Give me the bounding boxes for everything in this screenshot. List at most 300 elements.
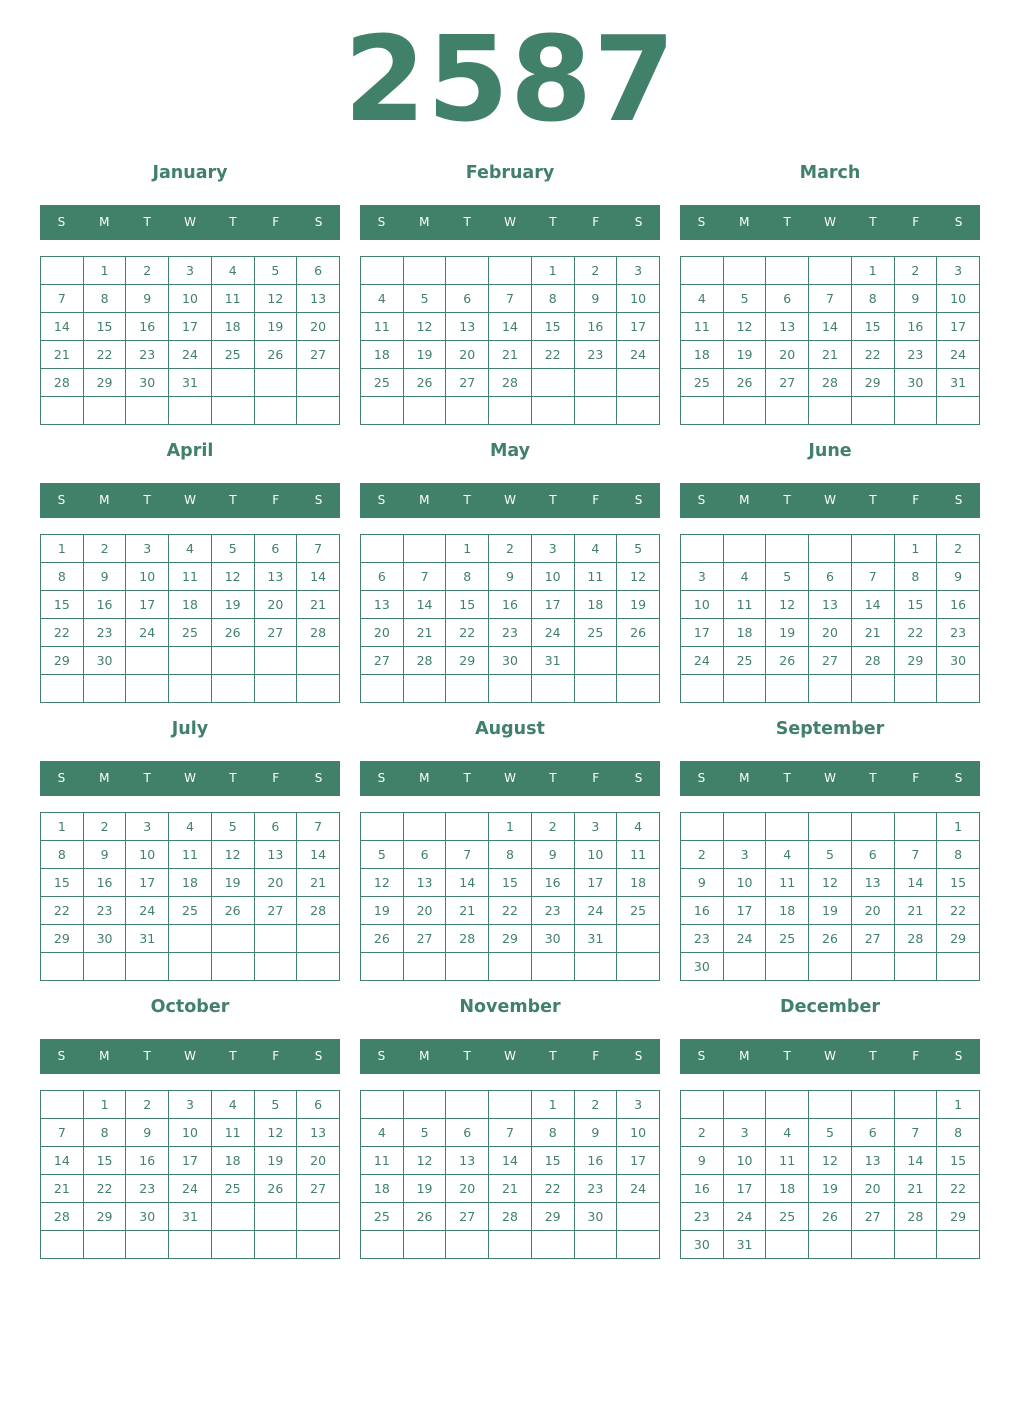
weekday-label: M <box>739 1049 750 1063</box>
day-cell: 3 <box>617 257 660 285</box>
day-cell <box>617 675 660 703</box>
day-cell: 15 <box>489 869 532 897</box>
day-cell: 26 <box>361 925 404 953</box>
day-cell: 3 <box>531 535 574 563</box>
day-cell: 26 <box>723 369 766 397</box>
weekday-label: S <box>697 771 706 785</box>
day-cell: 4 <box>766 1119 809 1147</box>
day-cell: 27 <box>297 341 340 369</box>
day-cell: 6 <box>297 1091 340 1119</box>
day-cell <box>126 953 169 981</box>
weekday-label: T <box>549 493 557 507</box>
day-cell: 5 <box>809 1119 852 1147</box>
day-cell: 21 <box>809 341 852 369</box>
week-row <box>361 1175 660 1203</box>
day-cell: 22 <box>83 1175 126 1203</box>
day-cell: 20 <box>446 1175 489 1203</box>
weekday-label: T <box>229 493 237 507</box>
day-cell: 11 <box>617 841 660 869</box>
day-cell: 17 <box>126 869 169 897</box>
day-cell <box>574 953 617 981</box>
day-cell: 8 <box>531 285 574 313</box>
day-cell <box>617 1231 660 1259</box>
day-cell: 9 <box>126 1119 169 1147</box>
week-row <box>681 925 980 953</box>
weekday-label: S <box>377 1049 386 1063</box>
day-cell: 12 <box>723 313 766 341</box>
day-cell <box>617 369 660 397</box>
day-cell: 2 <box>489 535 532 563</box>
day-grid <box>680 1090 980 1259</box>
day-cell: 18 <box>574 591 617 619</box>
day-cell: 5 <box>211 813 254 841</box>
day-cell: 11 <box>766 869 809 897</box>
day-cell: 7 <box>894 1119 937 1147</box>
day-cell <box>681 397 724 425</box>
day-cell <box>894 675 937 703</box>
day-cell: 29 <box>531 1203 574 1231</box>
day-cell: 9 <box>681 869 724 897</box>
day-cell: 28 <box>41 369 84 397</box>
day-cell: 28 <box>446 925 489 953</box>
day-cell: 20 <box>851 897 894 925</box>
day-cell: 25 <box>723 647 766 675</box>
week-row <box>41 257 340 285</box>
week-row <box>41 841 340 869</box>
weekday-label: S <box>697 1049 706 1063</box>
weekday-label: S <box>57 1049 66 1063</box>
day-cell: 7 <box>41 285 84 313</box>
day-grid <box>40 534 340 703</box>
day-cell: 8 <box>894 563 937 591</box>
day-cell: 1 <box>41 535 84 563</box>
day-cell: 21 <box>403 619 446 647</box>
day-cell: 4 <box>361 285 404 313</box>
day-cell: 27 <box>851 1203 894 1231</box>
day-cell: 19 <box>809 897 852 925</box>
day-cell <box>446 397 489 425</box>
day-cell: 2 <box>937 535 980 563</box>
weekday-label: M <box>739 215 750 229</box>
day-cell: 29 <box>41 925 84 953</box>
day-cell: 1 <box>531 1091 574 1119</box>
day-cell <box>254 925 297 953</box>
day-cell: 26 <box>211 619 254 647</box>
day-cell <box>361 675 404 703</box>
day-cell: 4 <box>617 813 660 841</box>
day-cell: 21 <box>894 1175 937 1203</box>
day-cell: 23 <box>126 1175 169 1203</box>
day-cell <box>894 1231 937 1259</box>
day-grid <box>680 812 980 981</box>
day-cell <box>937 397 980 425</box>
day-cell: 5 <box>617 535 660 563</box>
day-cell: 19 <box>254 1147 297 1175</box>
day-cell: 17 <box>723 1175 766 1203</box>
week-row <box>361 813 660 841</box>
weekday-label: S <box>377 215 386 229</box>
weekday-label: T <box>143 215 151 229</box>
day-cell: 11 <box>211 1119 254 1147</box>
day-cell: 22 <box>83 341 126 369</box>
day-cell <box>361 397 404 425</box>
day-cell: 19 <box>403 1175 446 1203</box>
day-cell <box>489 953 532 981</box>
day-cell: 8 <box>41 841 84 869</box>
day-cell <box>41 1091 84 1119</box>
month-title: April <box>166 441 214 461</box>
week-row <box>681 285 980 313</box>
day-cell: 13 <box>254 841 297 869</box>
day-cell: 18 <box>361 341 404 369</box>
day-cell <box>403 1091 446 1119</box>
day-cell: 20 <box>766 341 809 369</box>
day-cell <box>723 675 766 703</box>
day-cell: 3 <box>723 1119 766 1147</box>
day-cell: 28 <box>489 1203 532 1231</box>
week-row <box>361 869 660 897</box>
day-cell: 23 <box>126 341 169 369</box>
day-cell <box>361 257 404 285</box>
day-cell <box>403 953 446 981</box>
day-cell: 9 <box>937 563 980 591</box>
day-cell <box>254 1203 297 1231</box>
day-cell: 5 <box>361 841 404 869</box>
weekday-label: S <box>314 1049 323 1063</box>
day-cell: 11 <box>723 591 766 619</box>
week-row <box>361 1091 660 1119</box>
day-cell: 26 <box>617 619 660 647</box>
day-cell: 12 <box>617 563 660 591</box>
day-cell: 30 <box>531 925 574 953</box>
day-cell: 10 <box>126 563 169 591</box>
week-row <box>361 953 660 981</box>
day-cell: 15 <box>894 591 937 619</box>
day-cell: 30 <box>83 925 126 953</box>
weekday-label: T <box>783 1049 791 1063</box>
day-cell: 8 <box>83 285 126 313</box>
day-cell <box>83 953 126 981</box>
weekday-label: T <box>869 771 877 785</box>
month-title: July <box>171 719 209 739</box>
day-grid <box>680 534 980 703</box>
day-cell: 18 <box>211 1147 254 1175</box>
day-cell: 6 <box>766 285 809 313</box>
day-cell: 15 <box>41 591 84 619</box>
day-cell: 21 <box>851 619 894 647</box>
day-cell: 5 <box>403 1119 446 1147</box>
day-cell: 30 <box>574 1203 617 1231</box>
day-cell <box>894 953 937 981</box>
day-cell: 29 <box>41 647 84 675</box>
week-row <box>361 841 660 869</box>
day-cell: 25 <box>211 341 254 369</box>
day-cell: 4 <box>681 285 724 313</box>
day-cell: 23 <box>83 619 126 647</box>
day-grid <box>360 812 660 981</box>
day-cell <box>297 1231 340 1259</box>
day-cell <box>83 397 126 425</box>
day-cell: 10 <box>937 285 980 313</box>
weekday-label: S <box>57 771 66 785</box>
week-row <box>41 619 340 647</box>
week-row <box>681 1175 980 1203</box>
weekday-label: W <box>184 771 196 785</box>
day-cell <box>297 647 340 675</box>
day-cell: 24 <box>126 897 169 925</box>
day-cell: 23 <box>894 341 937 369</box>
day-cell: 23 <box>531 897 574 925</box>
day-cell: 7 <box>446 841 489 869</box>
day-cell <box>851 535 894 563</box>
day-cell <box>446 675 489 703</box>
week-row <box>681 841 980 869</box>
day-grid <box>360 534 660 703</box>
day-cell: 8 <box>937 1119 980 1147</box>
day-cell: 4 <box>211 1091 254 1119</box>
day-cell: 1 <box>83 1091 126 1119</box>
week-row <box>681 369 980 397</box>
day-cell: 26 <box>809 1203 852 1231</box>
week-row <box>681 313 980 341</box>
day-cell: 9 <box>574 285 617 313</box>
year-title: 2587 <box>343 10 677 148</box>
day-cell: 11 <box>169 563 212 591</box>
day-cell: 21 <box>446 897 489 925</box>
day-cell: 14 <box>41 313 84 341</box>
day-cell <box>297 953 340 981</box>
day-cell <box>894 397 937 425</box>
day-cell: 4 <box>766 841 809 869</box>
day-cell <box>489 257 532 285</box>
weekday-label: F <box>912 215 920 229</box>
week-row <box>361 591 660 619</box>
day-cell <box>254 953 297 981</box>
month-title: June <box>808 441 852 461</box>
day-cell: 2 <box>681 841 724 869</box>
day-cell: 18 <box>361 1175 404 1203</box>
day-cell: 16 <box>531 869 574 897</box>
weekday-label: T <box>549 771 557 785</box>
day-cell: 12 <box>254 1119 297 1147</box>
day-cell <box>617 647 660 675</box>
day-cell: 4 <box>361 1119 404 1147</box>
week-row <box>361 369 660 397</box>
weekday-header <box>360 761 660 796</box>
week-row <box>41 1147 340 1175</box>
day-cell: 25 <box>617 897 660 925</box>
weekday-label: T <box>463 771 471 785</box>
week-row <box>361 647 660 675</box>
day-cell: 10 <box>723 1147 766 1175</box>
day-cell: 14 <box>41 1147 84 1175</box>
day-cell: 22 <box>894 619 937 647</box>
week-row <box>681 341 980 369</box>
day-cell <box>723 1091 766 1119</box>
day-cell: 30 <box>83 647 126 675</box>
weekday-label: M <box>419 1049 430 1063</box>
day-cell <box>531 675 574 703</box>
day-cell <box>809 953 852 981</box>
day-cell: 1 <box>937 813 980 841</box>
day-cell: 28 <box>851 647 894 675</box>
day-cell: 10 <box>617 1119 660 1147</box>
day-cell <box>169 647 212 675</box>
day-cell: 31 <box>169 1203 212 1231</box>
day-cell: 21 <box>894 897 937 925</box>
day-cell: 14 <box>851 591 894 619</box>
day-cell <box>809 813 852 841</box>
day-cell: 27 <box>446 1203 489 1231</box>
day-cell: 24 <box>937 341 980 369</box>
week-row <box>681 647 980 675</box>
day-cell: 18 <box>211 313 254 341</box>
day-cell <box>254 397 297 425</box>
weekday-label: W <box>184 215 196 229</box>
week-row <box>681 1091 980 1119</box>
day-cell <box>254 675 297 703</box>
week-row <box>41 397 340 425</box>
day-cell <box>809 1231 852 1259</box>
weekday-label: F <box>272 771 280 785</box>
day-cell: 25 <box>361 1203 404 1231</box>
day-cell: 20 <box>361 619 404 647</box>
day-cell: 10 <box>126 841 169 869</box>
day-cell <box>361 1231 404 1259</box>
day-grid <box>360 256 660 425</box>
day-cell: 9 <box>574 1119 617 1147</box>
day-cell: 6 <box>809 563 852 591</box>
weekday-label: T <box>783 771 791 785</box>
day-cell <box>169 925 212 953</box>
day-cell: 13 <box>766 313 809 341</box>
day-cell: 22 <box>531 1175 574 1203</box>
day-cell <box>211 675 254 703</box>
day-cell: 25 <box>211 1175 254 1203</box>
day-cell <box>937 1231 980 1259</box>
day-cell: 24 <box>574 897 617 925</box>
day-cell <box>766 675 809 703</box>
day-cell: 13 <box>297 285 340 313</box>
day-cell: 18 <box>766 1175 809 1203</box>
day-cell: 15 <box>531 1147 574 1175</box>
day-cell <box>851 953 894 981</box>
day-cell <box>403 535 446 563</box>
weekday-label: M <box>99 215 110 229</box>
day-cell: 28 <box>297 897 340 925</box>
day-cell: 1 <box>446 535 489 563</box>
day-cell: 17 <box>531 591 574 619</box>
day-cell: 19 <box>766 619 809 647</box>
day-cell <box>169 953 212 981</box>
day-cell: 27 <box>446 369 489 397</box>
day-cell: 2 <box>574 257 617 285</box>
week-row <box>41 1091 340 1119</box>
day-cell: 18 <box>169 869 212 897</box>
weekday-label: T <box>143 1049 151 1063</box>
day-cell <box>617 925 660 953</box>
day-cell <box>446 813 489 841</box>
weekday-label: S <box>634 1049 643 1063</box>
day-cell <box>446 1231 489 1259</box>
weekday-label: S <box>634 771 643 785</box>
day-cell: 16 <box>83 591 126 619</box>
day-cell: 28 <box>894 1203 937 1231</box>
day-cell: 23 <box>83 897 126 925</box>
day-cell: 13 <box>851 1147 894 1175</box>
day-cell: 15 <box>83 1147 126 1175</box>
weekday-label: S <box>634 215 643 229</box>
day-cell: 11 <box>361 1147 404 1175</box>
day-cell: 24 <box>126 619 169 647</box>
day-cell <box>403 397 446 425</box>
day-grid <box>360 1090 660 1259</box>
week-row <box>361 1203 660 1231</box>
day-cell: 29 <box>937 925 980 953</box>
day-cell: 16 <box>681 897 724 925</box>
day-cell <box>766 1231 809 1259</box>
day-cell: 6 <box>403 841 446 869</box>
day-cell: 28 <box>297 619 340 647</box>
week-row <box>361 619 660 647</box>
week-row <box>41 1175 340 1203</box>
day-cell <box>361 813 404 841</box>
day-cell: 12 <box>766 591 809 619</box>
day-cell <box>766 257 809 285</box>
month-title: May <box>489 441 531 461</box>
day-cell <box>361 953 404 981</box>
day-cell: 26 <box>403 1203 446 1231</box>
day-cell: 14 <box>297 841 340 869</box>
day-cell: 17 <box>169 1147 212 1175</box>
day-cell: 5 <box>403 285 446 313</box>
week-row <box>681 591 980 619</box>
day-cell: 1 <box>894 535 937 563</box>
month-title: November <box>459 997 561 1017</box>
day-cell <box>851 1091 894 1119</box>
week-row <box>361 1231 660 1259</box>
day-cell: 17 <box>617 313 660 341</box>
month-title: October <box>150 997 230 1017</box>
week-row <box>41 813 340 841</box>
day-cell <box>211 953 254 981</box>
weekday-header <box>40 761 340 796</box>
day-cell <box>211 1203 254 1231</box>
day-cell: 30 <box>937 647 980 675</box>
day-cell: 9 <box>681 1147 724 1175</box>
day-cell: 14 <box>894 1147 937 1175</box>
day-cell: 3 <box>681 563 724 591</box>
day-cell: 23 <box>681 1203 724 1231</box>
day-cell: 16 <box>681 1175 724 1203</box>
month-title: February <box>465 163 555 183</box>
day-cell: 3 <box>169 257 212 285</box>
day-cell: 2 <box>126 257 169 285</box>
day-cell <box>211 397 254 425</box>
day-cell <box>403 675 446 703</box>
week-row <box>41 1119 340 1147</box>
day-cell: 30 <box>894 369 937 397</box>
day-cell <box>574 647 617 675</box>
weekday-header <box>360 483 660 518</box>
week-row <box>681 1119 980 1147</box>
day-cell: 13 <box>297 1119 340 1147</box>
day-cell: 13 <box>254 563 297 591</box>
weekday-label: F <box>912 1049 920 1063</box>
day-cell <box>41 257 84 285</box>
weekday-header <box>360 205 660 240</box>
day-cell: 12 <box>211 563 254 591</box>
